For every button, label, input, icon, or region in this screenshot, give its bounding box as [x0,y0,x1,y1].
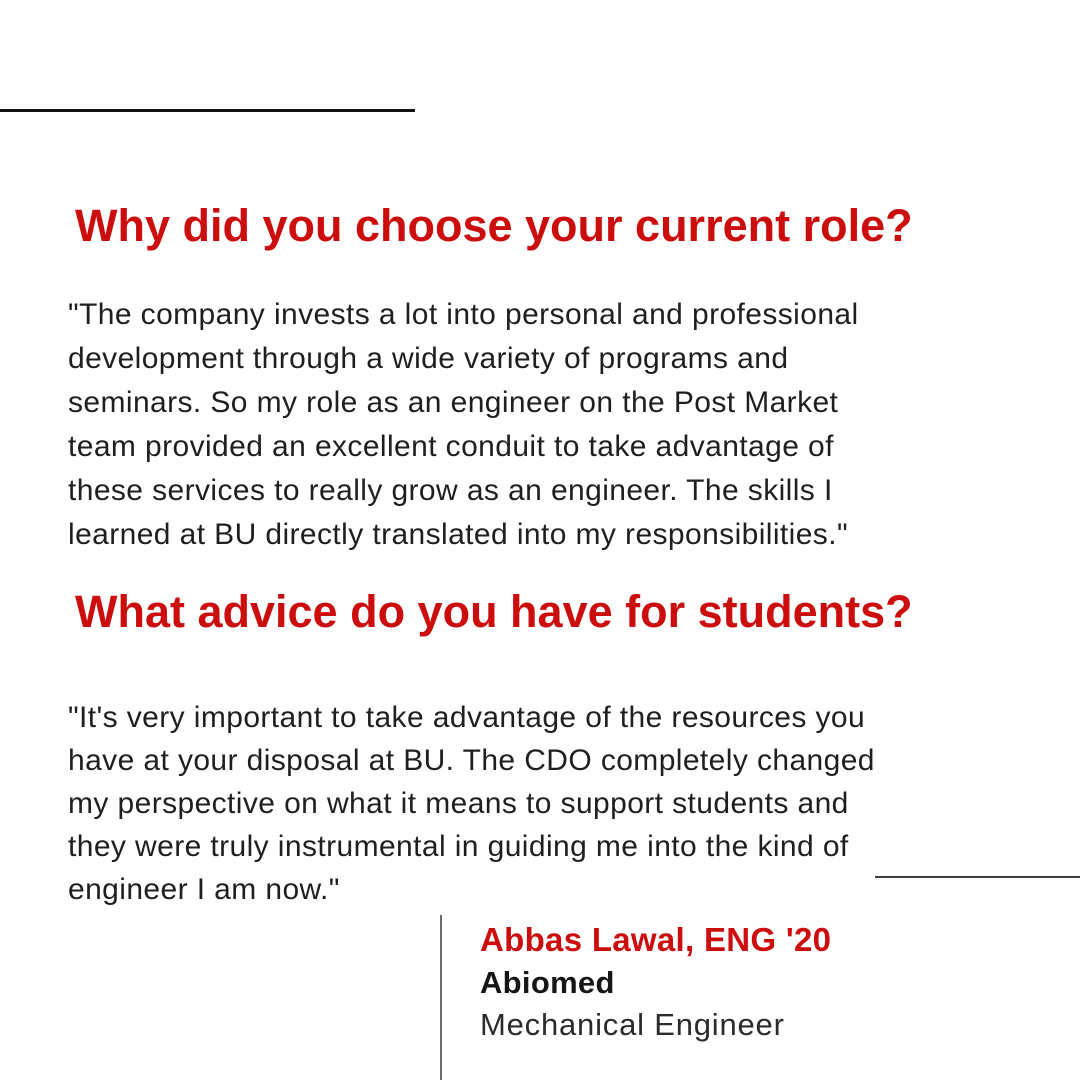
answer-1-line: team provided an excellent conduit to take advantage of [68,430,834,463]
question-2-heading: What advice do you have for students? [75,586,913,637]
answer-1-paragraph [68,293,859,557]
answer-2-line: they were truly instrumental in guiding me into the kind of [68,830,849,863]
answer-2-line: have at your disposal at BU. The CDO completely changed [68,744,875,777]
answer-1-line: learned at BU directly translated into my responsibilities." [68,518,848,551]
answer-2-line: engineer I am now." [68,873,340,906]
attribution-divider-line [440,915,442,1080]
answer-1-line: seminars. So my role as an engineer on the Post Market [68,386,839,419]
job-title: Mechanical Engineer [480,1007,785,1042]
answer-1-line: these services to really grow as an engineer. The skills I [68,474,833,507]
answer-2-paragraph [68,696,875,911]
answer-2-line: my perspective on what it means to support students and [68,787,849,820]
top-left-divider-line [0,109,415,112]
answer-2-line: "It's very important to take advantage of the resources you [68,701,866,734]
right-divider-line [875,876,1080,878]
answer-1-line: "The company invests a lot into personal and professional [68,298,859,331]
attribution-block [480,918,831,1046]
question-1-heading: Why did you choose your current role? [75,200,913,251]
answer-1-line: development through a wide variety of programs and [68,342,789,375]
company-name: Abiomed [480,965,615,1000]
alumni-name: Abbas Lawal, ENG '20 [480,921,832,958]
